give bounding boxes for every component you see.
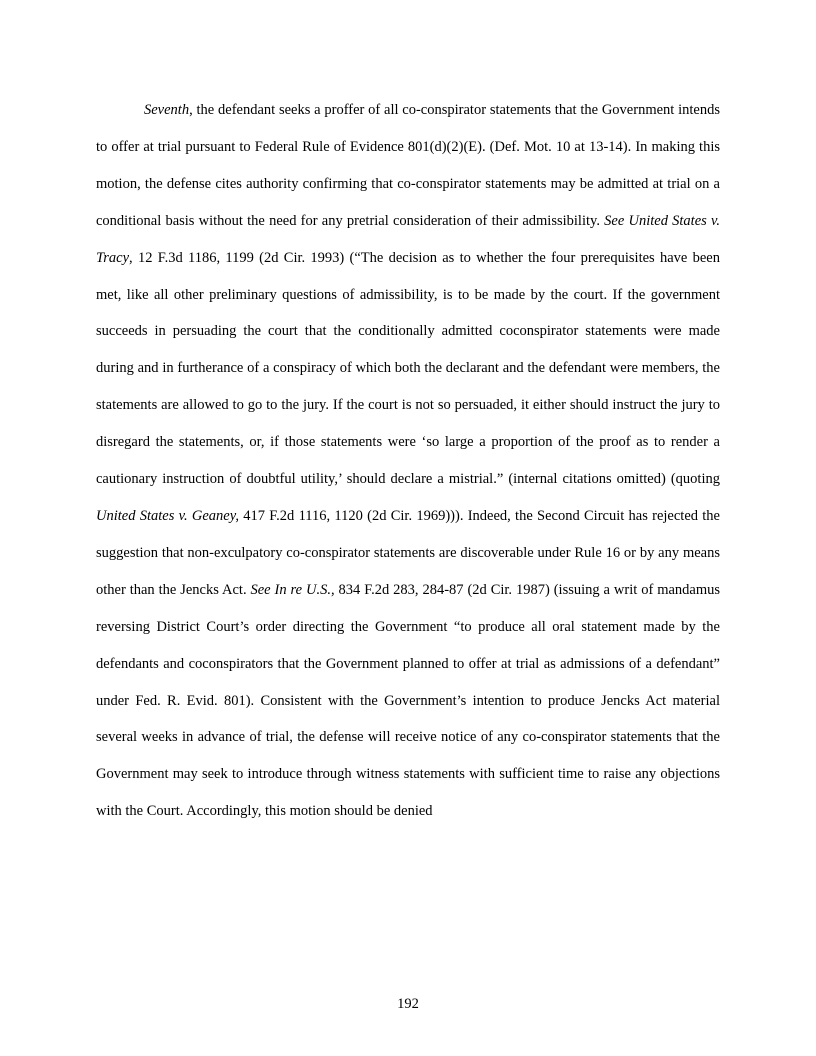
- page-number: 192: [397, 996, 419, 1012]
- citation-tracy: See United States v. Tracy: [96, 212, 720, 266]
- text-segment-2: , 12 F.3d 1186, 1199 (2d Cir. 1993) (“The decision as to whether the four prerequisites have been met, like all other preliminary questions of admissibility, is to be made by the court. If the government succeeds in persuading the court that the conditionally admitted coconspirator statements were made during and in furtherance of a conspiracy of which both the declarant and the defendant were members, the statements are allowed to go to the jury. If the court is not so persuaded, it either should instruct the jury to disregard the statements, or, if those statements were ‘so large a proportion of the proof as to render a cautionary instruction of doubtful utility,’ should declare a mistrial.” (internal citations omitted) (quoting: [96, 249, 720, 488]
- citation-geaney: United States v. Geaney,: [96, 507, 239, 524]
- text-segment-1: , the defendant seeks a proffer of all co-conspirator statements that the Government intends to offer at trial pursuant to Federal Rule of Evidence 801(d)(2)(E). (Def. Mot. 10 at 13-14). In making this motion, the defense cites authority confirming that co-conspirator statements may be admitted at trial on a conditional basis without the need for any pretrial consideration of their admissibility.: [96, 102, 720, 229]
- ordinal-seventh: Seventh: [144, 102, 190, 118]
- body-paragraph: [96, 92, 720, 830]
- text-segment-4: , 834 F.2d 283, 284-87 (2d Cir. 1987) (issuing a writ of mandamus reversing District Court’s order directing the Government “to produce all oral statement made by the defendants and coconspirators that the Government planned to offer at trial as admissions of a defendant” under Fed. R. Evid. 801). Consistent with the Government’s intention to produce Jencks Act material several weeks in advance of trial, the defense will receive notice of any co-conspirator statements that the Government may seek to introduce through witness statements with sufficient time to raise any objections with the Court. Accordingly, this motion should be denied: [96, 581, 721, 820]
- citation-in-re-us: See In re U.S.: [250, 581, 331, 598]
- text-segment-3: 417 F.2d 1116, 1120 (2d Cir. 1969))). Indeed, the Second Circuit has rejected the suggestion that non-exculpatory co-conspirator statements are discoverable under Rule 16 or by any means other than the Jencks Act.: [96, 507, 720, 598]
